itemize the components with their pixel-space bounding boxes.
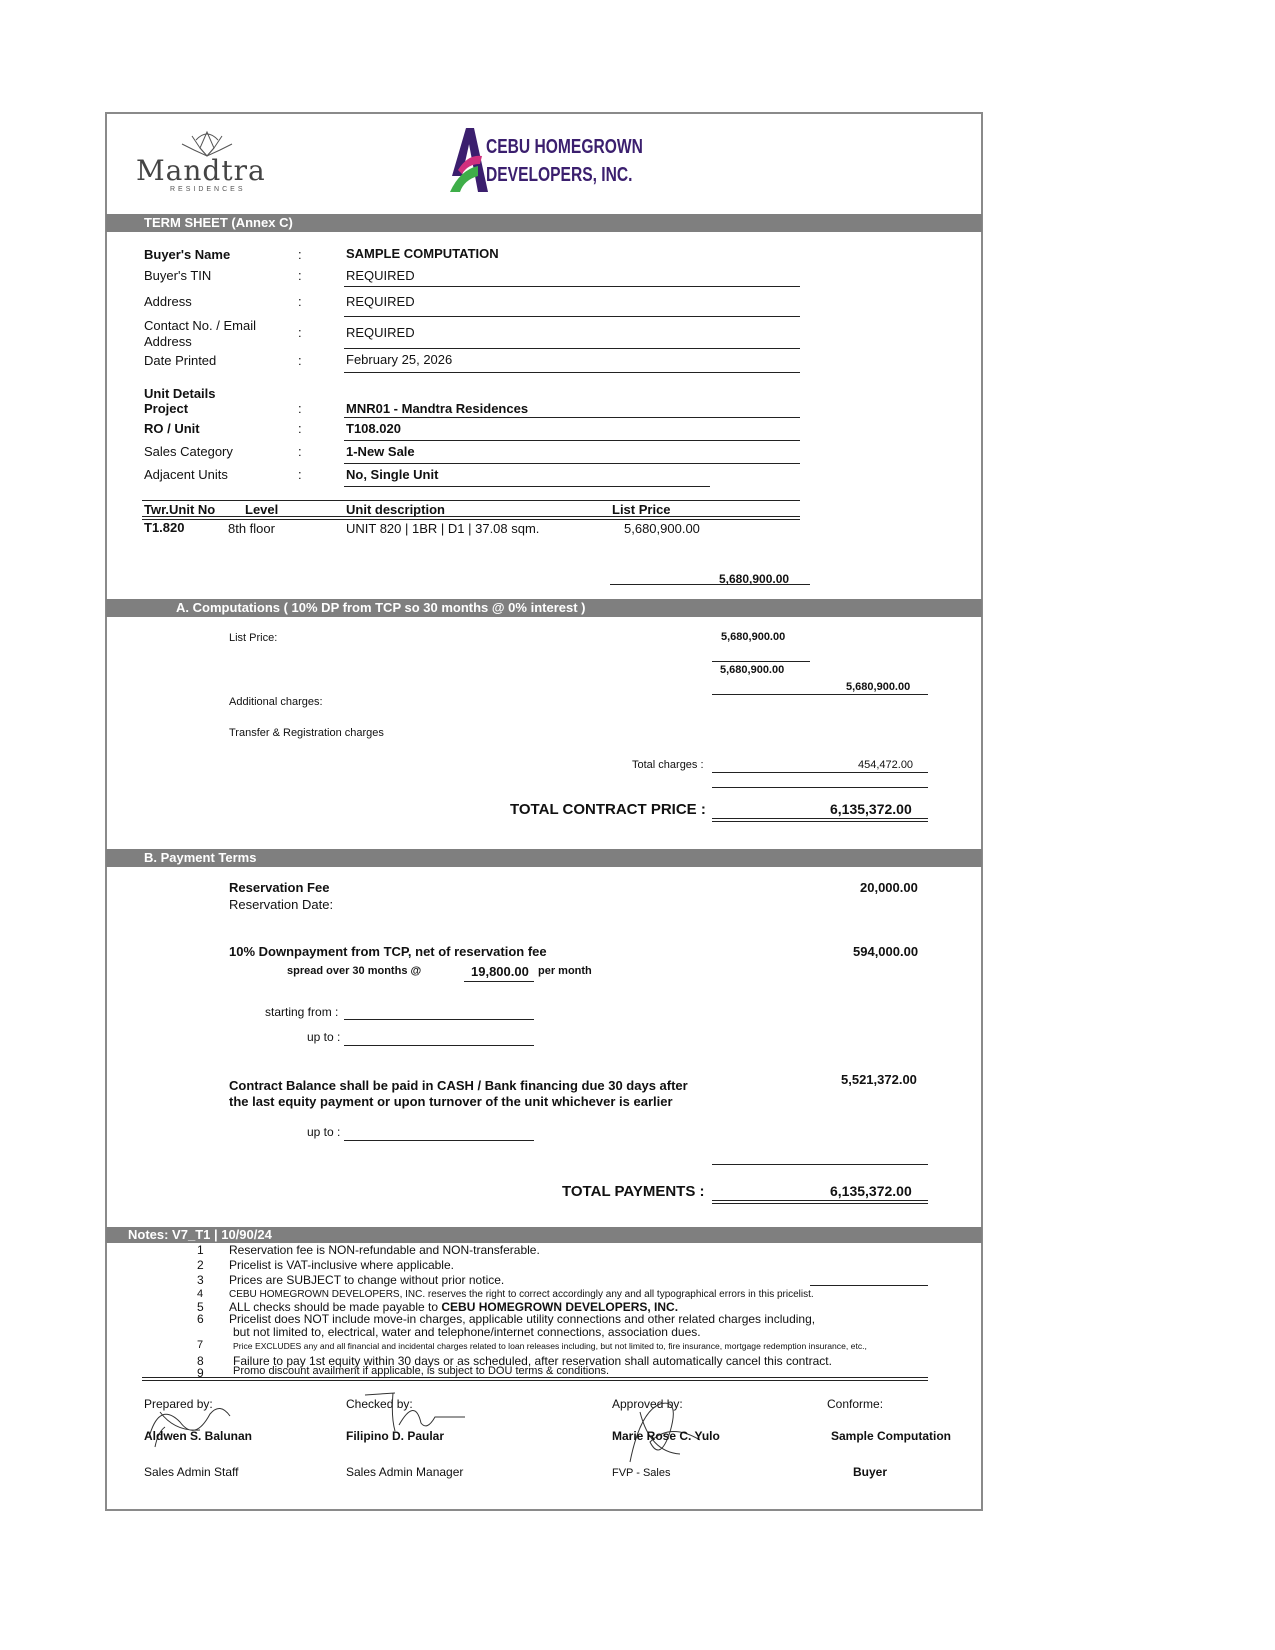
list-price-sub: 5,680,900.00: [720, 664, 785, 676]
col-unit-description: Unit description: [346, 502, 445, 517]
starting-from-line: [344, 1019, 534, 1020]
developer-name-1: CEBU HOMEGROWN: [486, 136, 643, 158]
approver-title: FVP - Sales: [612, 1467, 671, 1479]
project-label: Project: [144, 401, 189, 416]
list-price-total: 5,680,900.00: [846, 681, 911, 693]
reservation-fee-label: Reservation Fee: [229, 880, 330, 895]
term-sheet-title: TERM SHEET (Annex C): [144, 215, 293, 230]
downpayment-value: 594,000.00: [853, 944, 919, 959]
rule: [344, 440, 800, 441]
approved-by-label: Approved by:: [612, 1397, 683, 1411]
reservation-date-label: Reservation Date:: [229, 897, 334, 912]
note-number: 3: [197, 1273, 204, 1287]
prepared-by-label: Prepared by:: [144, 1397, 213, 1411]
table-subtotal: 5,680,900.00: [719, 572, 790, 586]
address-value: REQUIRED: [346, 294, 415, 309]
additional-charges-label: Additional charges:: [229, 696, 323, 708]
starting-from-label: starting from :: [265, 1005, 339, 1019]
mandtra-name: Mandtra: [136, 154, 266, 187]
adjacent-units-value: No, Single Unit: [346, 467, 439, 482]
tcp-double-rule: [712, 818, 928, 822]
approver-name: Marie Rose C. Yulo: [612, 1429, 720, 1443]
note-number: 5: [197, 1300, 204, 1314]
date-printed-label: Date Printed: [144, 353, 217, 368]
unit-details-title: Unit Details: [144, 386, 216, 401]
rule: [712, 772, 928, 773]
tcp-value: 6,135,372.00: [830, 801, 912, 817]
list-price-value: 5,680,900.00: [721, 631, 786, 643]
balance-value: 5,521,372.00: [841, 1072, 917, 1087]
total-payments-value: 6,135,372.00: [830, 1183, 912, 1199]
checked-by-label: Checked by:: [346, 1397, 413, 1411]
date-printed-value: February 25, 2026: [346, 352, 453, 367]
notes-bar: [106, 1227, 982, 1243]
rule: [344, 417, 800, 418]
notes-bottom-rule: [142, 1377, 928, 1381]
rule: [344, 372, 800, 373]
rule: [712, 661, 810, 662]
monthly-amount: 19,800.00: [471, 964, 529, 979]
rule: [344, 316, 800, 317]
downpayment-label: 10% Downpayment from TCP, net of reservation fee: [229, 944, 547, 959]
developer-logo: [448, 126, 643, 196]
up-to-label-2: up to :: [307, 1125, 341, 1139]
rule: [344, 486, 710, 487]
total-charges-value: 454,472.00: [858, 759, 914, 771]
term-sheet-bar: [106, 214, 982, 232]
notes-title: Notes: V7_T1 | 10/90/24: [128, 1227, 272, 1242]
note-text: Pricelist is VAT-inclusive where applicable.: [229, 1258, 454, 1272]
colon: :: [298, 268, 302, 283]
note-text: Prices are SUBJECT to change without prior notice.: [229, 1273, 505, 1287]
balance-line-2: the last equity payment or upon turnover of the unit whichever is earlier: [229, 1094, 673, 1109]
rule: [712, 694, 928, 695]
mandtra-sub: RESIDENCES: [170, 186, 246, 193]
note-number: 9: [197, 1366, 204, 1380]
col-level: Level: [245, 502, 279, 517]
buyer-name-value: SAMPLE COMPUTATION: [346, 246, 499, 261]
note-text: Reservation fee is NON-refundable and NON-transferable.: [229, 1243, 540, 1257]
colon: :: [298, 467, 302, 482]
total-payments-double-rule: [712, 1200, 928, 1204]
colon: :: [298, 294, 302, 309]
note-number: 4: [197, 1288, 204, 1300]
total-payments-label: TOTAL PAYMENTS :: [562, 1183, 705, 1200]
note-text-cont: but not limited to, electrical, water and telephone/internet connections, association dues.: [233, 1325, 701, 1339]
total-charges-label: Total charges :: [632, 759, 704, 771]
col-twr-unit: Twr.Unit No: [144, 502, 216, 517]
row-unit-description: UNIT 820 | 1BR | D1 | 37.08 sqm.: [346, 521, 540, 536]
checker-title: Sales Admin Manager: [346, 1465, 464, 1479]
spread-label: spread over 30 months @: [287, 965, 422, 977]
up-to-line-2: [344, 1140, 534, 1141]
buyer-sign-title: Buyer: [853, 1465, 888, 1479]
table-top-rule: [142, 500, 800, 501]
ro-unit-label: RO / Unit: [144, 421, 200, 436]
computations-title: A. Computations ( 10% DP from TCP so 30 months @ 0% interest ): [176, 600, 586, 615]
note-number: 1: [197, 1243, 204, 1257]
note-text: Pricelist does NOT include move-in charges, applicable utility connections and other related charges including,: [229, 1312, 816, 1326]
transfer-label: Transfer & Registration charges: [229, 727, 384, 739]
reservation-fee-value: 20,000.00: [860, 880, 918, 895]
colon: :: [298, 325, 302, 340]
rule: [712, 1164, 928, 1165]
rule: [344, 348, 800, 349]
row-list-price: 5,680,900.00: [624, 521, 700, 536]
note-text: Failure to pay 1st equity within 30 days or as scheduled, after reservation shall automatically cancel this contract.: [233, 1354, 832, 1368]
developer-logo-icon: [448, 126, 488, 196]
buyer-name-label: Buyer's Name: [144, 247, 231, 262]
conforme-label: Conforme:: [827, 1397, 884, 1411]
ro-unit-value: T108.020: [346, 421, 401, 436]
computations-bar: [106, 599, 982, 617]
rule: [344, 463, 800, 464]
buyer-tin-value: REQUIRED: [346, 268, 415, 283]
note-text: Promo discount availment if applicable, is subject to DOU terms & conditions.: [233, 1365, 609, 1377]
buyer-tin-label: Buyer's TIN: [144, 268, 212, 283]
tcp-label: TOTAL CONTRACT PRICE :: [510, 801, 706, 818]
preparer-name: Aldwen S. Balunan: [144, 1429, 253, 1443]
checker-name: Filipino D. Paular: [346, 1429, 445, 1443]
sales-category-label: Sales Category: [144, 444, 233, 459]
payment-terms-bar: [106, 849, 982, 867]
contact-label: Contact No. / Email: [144, 318, 256, 333]
note-number: 6: [197, 1312, 204, 1326]
rule: [344, 286, 800, 287]
contact-value: REQUIRED: [346, 325, 415, 340]
row-level: 8th floor: [228, 521, 275, 536]
address-label: Address: [144, 294, 192, 309]
adjacent-units-label: Adjacent Units: [144, 467, 228, 482]
note-number: 7: [197, 1339, 204, 1351]
note-text-part: ALL checks should be made payable to: [229, 1300, 442, 1314]
rule: [712, 787, 928, 788]
note-text-bold: CEBU HOMEGROWN DEVELOPERS, INC.: [441, 1300, 679, 1314]
preparer-title: Sales Admin Staff: [144, 1465, 239, 1479]
row-twr-unit: T1.820: [144, 520, 185, 535]
payment-terms-title: B. Payment Terms: [144, 850, 257, 865]
list-price-label: List Price:: [229, 632, 278, 644]
note-number: 2: [197, 1258, 204, 1272]
up-to-label: up to :: [307, 1030, 341, 1044]
rule: [810, 1285, 928, 1286]
note-text: Price EXCLUDES any and all financial and incidental charges related to loan releases including, but not limited to, fire insurance, mortgage redemption insurance, etc.,: [233, 1341, 867, 1351]
mandtra-logo: [132, 128, 282, 194]
project-value: MNR01 - Mandtra Residences: [346, 401, 529, 416]
developer-name-2: DEVELOPERS, INC.: [486, 164, 633, 186]
sales-category-value: 1-New Sale: [346, 444, 415, 459]
colon: :: [298, 353, 302, 368]
note-text: CEBU HOMEGROWN DEVELOPERS, INC. reserves the right to correct accordingly any and all typographical errors in this pricelist.: [229, 1289, 814, 1300]
col-list-price: List Price: [612, 502, 671, 517]
note-number: 8: [197, 1354, 204, 1368]
table-header-rule: [142, 516, 800, 520]
buyer-sign-name: Sample Computation: [831, 1429, 952, 1443]
colon: :: [298, 421, 302, 436]
rule: [464, 981, 534, 982]
contact-label-2: Address: [144, 334, 192, 349]
balance-line-1: Contract Balance shall be paid in CASH / Bank financing due 30 days after: [229, 1078, 688, 1093]
up-to-line: [344, 1045, 534, 1046]
colon: :: [298, 444, 302, 459]
colon: :: [298, 401, 302, 416]
colon: :: [298, 247, 302, 262]
signature-prepared: [140, 1392, 240, 1452]
per-month-label: per month: [538, 965, 592, 977]
